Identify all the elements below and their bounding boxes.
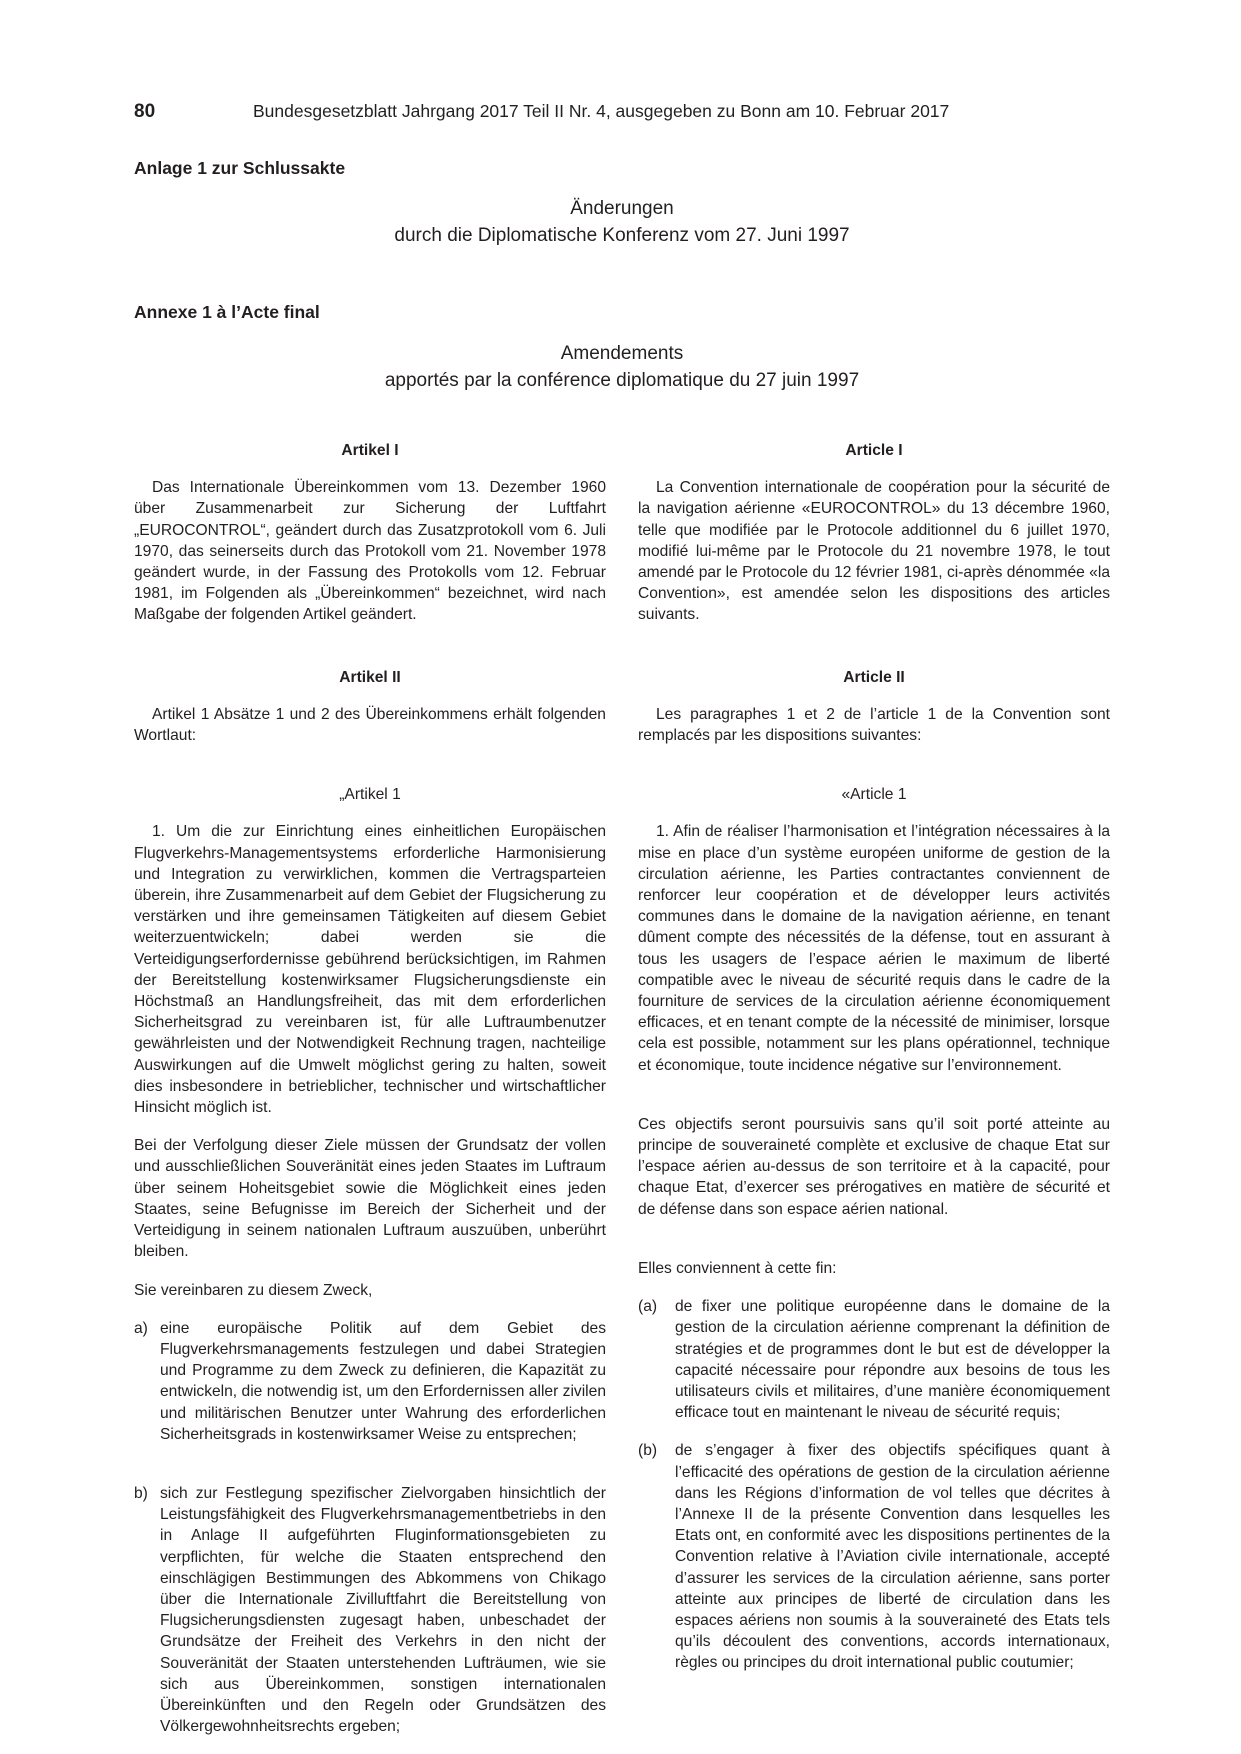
german-annex-label: Anlage 1 zur Schlussakte	[134, 158, 346, 178]
paragraph: Sie vereinbaren zu diesem Zweck,	[134, 1281, 373, 1299]
french-title	[134, 340, 1110, 394]
paragraph: Elles conviennent à cette fin:	[638, 1259, 837, 1277]
german-title-line2: durch die Diplomatische Konferenz vom 27. Juni 1997	[394, 225, 850, 246]
paragraph: Bei der Verfolgung dieser Ziele müssen der Grundsatz der vollen und ausschließlichen Souveränität eines jeden Staates im Luftraum über seinem Hoheitsgebiet sowie die Möglichkeit eines jeden Staates, seine Befugnisse im Bereich der Sicherheit und der Verteidigung in seinem nationalen Luftraum auszuüben, unberührt bleiben.	[134, 1137, 606, 1261]
running-head: Bundesgesetzblatt Jahrgang 2017 Teil II Nr. 4, ausgegeben zu Bonn am 10. Februar 2017	[253, 101, 950, 121]
list-marker: a)	[134, 1319, 148, 1337]
list-item	[134, 1483, 606, 1737]
list-item	[638, 1440, 1110, 1673]
quoted-article-title: „Artikel 1	[339, 786, 401, 804]
list-item	[134, 1318, 606, 1445]
list-item	[638, 1296, 1110, 1423]
german-column	[134, 440, 606, 1737]
list-marker: (a)	[638, 1298, 658, 1316]
article-heading: Artikel I	[341, 442, 399, 459]
list-item-text: de s’engager à fixer des objectifs spécifiques quant à l’efficacité des opérations de gestion de la circulation aérienne dans les Régions d’information de vol telles que décrites à l’Annexe II de la présente Convention dans lesquelles les Etats ont, en conformité avec les dispositions pertinentes de la Convention relative à l’Aviation civile internationale, accepté d’assurer les services de la circulation aérienne, sans porter atteinte aux principes de liberté de circulation dans les espaces aériens non soumis à la souveraineté des Etats tels qu’ils découlent des conventions, accords internationaux, règles ou principes du droit international public coutumier;	[675, 1442, 1110, 1672]
article-text: La Convention internationale de coopération pour la sécurité de la navigation aérienne «EUROCONTROL» du 13 décembre 1960, telle que modifiée par le Protocole additionnel du 6 juillet 1970, modifié lui-même par le Protocole du 21 novembre 1978, le tout amendé par le Protocole du 12 février 1981, ci-après dénommée «la Convention», est amendée selon les dispositions des articles suivants.	[638, 479, 1110, 624]
list-item-text: eine europäische Politik auf dem Gebiet des Flugverkehrsmanagements festzulegen und dabei Strategien und Programme zu dem Zweck zu definieren, die Kapazität zu entwickeln, die notwendig ist, um den Erfordernissen aller zivilen und militärischen Benutzer unter Wahrung des erforderlichen Sicherheitsgrads in kostenwirksamer Weise zu entsprechen;	[160, 1319, 606, 1443]
paragraph: 1. Afin de réaliser l’harmonisation et l’intégration nécessaires à la mise en place d’un système européen uniforme de gestion de la circulation aérienne, les Parties contractantes conviennent de renforcer leur coopération et de développer leurs activités communes dans le domaine de la navigation aérienne, en tenant dûment compte des nécessités de la défense, tout en assurant à tous les usagers de l’espace aérien le maximum de liberté compatible avec le niveau de sécurité requis dans le cadre de la fourniture de services de la circulation aérienne économiquement efficaces, et en tenant compte de la nécessité de minimiser, lorsque cela est possible, notamment sur les plans opérationnel, technique et économique, toute incidence négative sur l’environnement.	[638, 823, 1110, 1074]
french-column	[638, 440, 1110, 1674]
article-heading: Article I	[845, 442, 903, 459]
quoted-article-title: «Article 1	[841, 786, 907, 804]
list-marker: (b)	[638, 1442, 658, 1460]
paragraph: Ces objectifs seront poursuivis sans qu’il soit porté atteinte au principe de souveraineté complète et exclusive de chaque Etat sur l’espace aérien au-dessus de son territoire et à la capacité, pour chaque Etat, d’exercer ses prérogatives en matière de sécurité et de défense dans son espace aérien national.	[638, 1115, 1110, 1218]
german-title-line1: Änderungen	[570, 198, 674, 219]
list-item-text: de fixer une politique européenne dans le domaine de la gestion de la circulation aérienne comprenant la définition de stratégies et de programmes dont le but est de développer la capacité nécessaire pour répondre aux besoins de tous les utilisateurs civils et militaires, d’une manière économiquement efficace tout en maintenant le niveau de sécurité requis;	[675, 1298, 1110, 1422]
paragraph: 1. Um die zur Einrichtung eines einheitlichen Europäischen Flugverkehrs-Managementsystems erforderliche Harmonisierung und Integration zu verwirklichen, kommen die Vertragsparteien überein, ihre Zusammenarbeit auf dem Gebiet der Flugsicherung zu verstärken und ihre gemeinsamen Tätigkeiten auf diesem Gebiet weiterzuentwickeln; dabei werden sie die Verteidigungserfordernisse gebührend berücksichtigen, im Rahmen der Bereitstellung kostenwirksamer Flugsicherungsdienste ein Höchstmaß an Handlungsfreiheit, das mit dem erforderlichen Sicherheitsgrad zu vereinbaren ist, für alle Luftraumbenutzer gewährleisten und der Notwendigkeit Rechnung tragen, nachteilige Auswirkungen auf die Umwelt möglichst gering zu halten, soweit dies insbesondere in betrieblicher, technischer und wirtschaftlicher Hinsicht möglich ist.	[134, 823, 606, 1117]
article-text: Das Internationale Übereinkommen vom 13. Dezember 1960 über Zusammenarbeit zur Sicherung der Luftfahrt „EUROCONTROL“, geändert durch das Zusatzprotokoll vom 6. Juli 1970, das seinerseits durch das Protokoll vom 21. November 1978 geändert wurde, in der Fassung des Protokolls vom 12. Februar 1981, im Folgenden als „Übereinkommen“ bezeichnet, wird nach Maßgabe der folgenden Artikel geändert.	[134, 479, 606, 624]
article-heading: Artikel II	[339, 668, 401, 686]
french-annex-label: Annexe 1 à l’Acte final	[134, 302, 320, 322]
article-text: Artikel 1 Absätze 1 und 2 des Übereinkommens erhält folgenden Wortlaut:	[134, 705, 606, 745]
list-marker: b)	[134, 1484, 148, 1502]
article-text: Les paragraphes 1 et 2 de l’article 1 de la Convention sont remplacés par les dispositions suivantes:	[638, 705, 1110, 745]
article-heading: Article II	[843, 668, 905, 686]
german-title	[134, 195, 1110, 249]
list-item-text: sich zur Festlegung spezifischer Zielvorgaben hinsichtlich der Leistungsfähigkeit des Flugverkehrsmanagementbetriebs in den in Anlage II aufgeführten Fluginformationsgebieten zu verpflichten, für welche die Staaten entsprechend den einschlägigen Bestimmungen des Abkommens von Chikago über die Internationale Zivilluftfahrt die Bereitstellung von Flugsicherungsdiensten zugesagt haben, unbeschadet der Grundsätze der Freiheit des Verkehrs in den nicht der Souveränität der Staaten unterstehenden Lufträumen, wie sie sich aus Übereinkommen, sonstigen internationalen Übereinkünften und den Regeln oder Grundsätzen des Völkergewohnheitsrechts ergeben;	[160, 1484, 606, 1736]
page-number: 80	[134, 101, 156, 122]
french-title-line2: apportés par la conférence diplomatique du 27 juin 1997	[384, 370, 860, 391]
french-title-line1: Amendements	[560, 343, 684, 364]
